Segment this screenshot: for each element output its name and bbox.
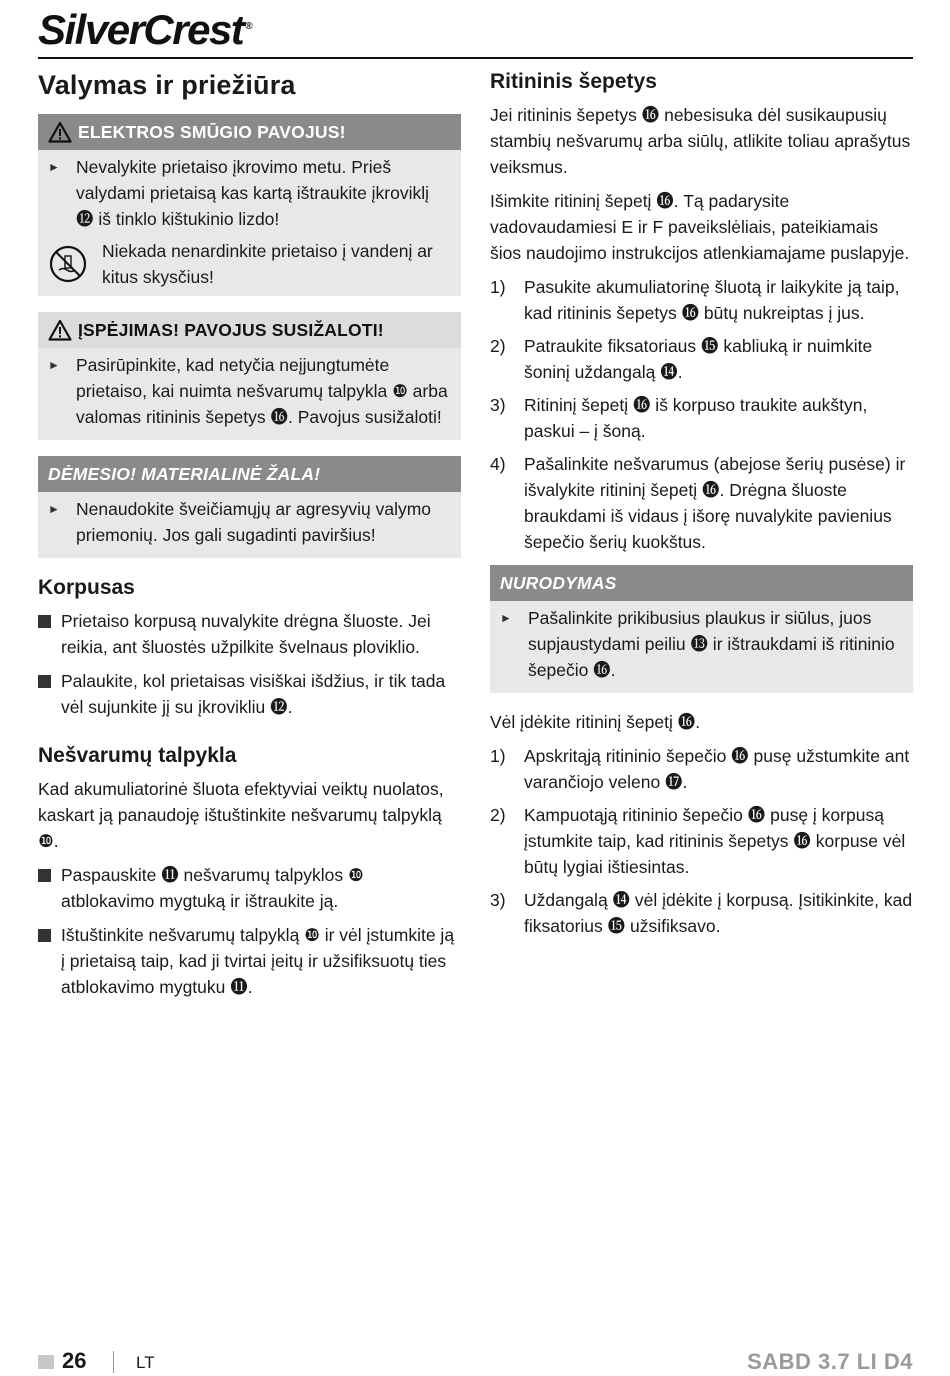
danger-heading-text: ELEKTROS SMŪGIO PAVOJUS! [78,122,346,142]
list-item [48,154,451,232]
step-text: Pašalinkite nešvarumus (abejose šerių pusėse) ir išvalykite ritininį šepetį ⓰. Drėgna šluoste braukdami iš vidaus į išorę nuvalykite pavienius šepečio šerių kuokštus. [524,454,906,552]
caution-box [38,456,461,558]
danger-heading [38,114,461,150]
list-item-text: Pašalinkite prikibusius plaukus ir siūlus, juos supjaustydami peiliu ⓭ ir ištraukdami iš ritininio šepečio ⓰. [528,608,895,680]
roller-brush-remove-text: Išimkite ritininį šepetį ⓰. Tą padarysite vadovaudamiesi E ir F paveikslėliais, pateikiamais šios naudojimo instrukcijos atlenkiamajame puslapyje. [490,191,910,263]
step-item [490,274,913,326]
square-bullet-icon [38,929,51,942]
step-number: 2) [490,336,506,356]
step-item [490,743,913,795]
warning-triangle-icon [48,121,72,143]
step-text: Patraukite fiksatoriaus ⓯ kabliuką ir nuimkite šoninį uždangalą ⓮. [524,336,873,382]
warning-triangle-icon [48,319,72,341]
list-item-text: Nevalykite prietaiso įkrovimo metu. Prieš valydami prietaisą kas kartą ištraukite įkroviklį ⓬ iš tinklo kištukinio lizdo! [76,157,430,229]
step-text: Apskritąją ritininio šepečio ⓰ pusę užstumkite ant varančiojo veleno ⓱. [524,746,910,792]
list-item-text: Nenaudokite šveičiamųjų ar agresyvių valymo priemonių. Jos gali sugadinti paviršius! [76,499,432,545]
list-item-text: Pasirūpinkite, kad netyčia neįjungtumėte prietaiso, kai nuimta nešvarumų talpykla ❿ arba valomas ritininis šepetys ⓰. Pavojus susižaloti! [76,355,448,427]
model-number: SABD 3.7 LI D4 [747,1349,913,1374]
list-item [48,496,451,548]
arrow-bullet-icon: ► [48,358,60,372]
step-number: 4) [490,454,506,474]
dust-container-intro: Kad akumuliatorinė šluota efektyviai veiktų nuolatos, kaskart ją panaudoję ištuštinkite nešvarumų talpyklą ❿. [38,779,444,851]
note-heading: NURODYMAS [490,565,913,601]
square-bullet-icon [38,675,51,688]
square-bullet-icon [38,615,51,628]
list-item [38,668,461,720]
square-bullet-icon [38,869,51,882]
step-text: Ritininį šepetį ⓰ iš korpuso traukite aukštyn, paskui – į šoną. [524,395,868,441]
step-number: 1) [490,277,506,297]
reinsert-text: Vėl įdėkite ritininį šepetį ⓰. [490,712,701,732]
no-immersion-notice [48,238,451,290]
step-number: 3) [490,890,506,910]
list-item [38,608,461,660]
arrow-bullet-icon: ► [500,611,512,625]
list-item-text: Prietaiso korpusą nuvalykite drėgna šluoste. Jei reikia, ant šluostės užpilkite švelnaus ploviklio. [61,611,431,657]
danger-box [38,114,461,296]
roller-brush-intro: Jei ritininis šepetys ⓰ nebesisuka dėl susikaupusių stambių nešvarumų arba siūlų, atlikite toliau aprašytus veiksmus. [490,105,911,177]
list-item-text: Palaukite, kol prietaisas visiškai išdžius, ir tik tada vėl sujunkite jį su įkrovikliu ⓬. [61,671,446,717]
list-item [48,352,451,430]
step-number: 3) [490,395,506,415]
no-water-immersion-icon [48,244,88,284]
list-item-text: Ištuštinkite nešvarumų talpyklą ❿ ir vėl įstumkite ją į prietaisą taip, kad ji tvirtai įeitų ir užsifiksuotų ties atblokavimo mygtuku ⓫. [61,925,455,997]
step-item [490,333,913,385]
brand-name: SilverCrest [38,6,244,53]
step-item [490,887,913,939]
step-item [490,451,913,555]
arrow-bullet-icon: ► [48,502,60,516]
footer-square-mark [38,1355,54,1369]
step-text: Pasukite akumuliatorinę šluotą ir laikykite ją taip, kad ritininis šepetys ⓰ būtų nukreiptas į jus. [524,277,900,323]
list-item [500,605,903,683]
warning-box [38,312,461,440]
step-text: Kampuotąją ritininio šepečio ⓰ pusę į korpusą įstumkite taip, kad ritininis šepetys ⓰ korpuse vėl būtų lygiai ištiesintas. [524,805,906,877]
page-title: Valymas ir priežiūra [38,70,296,100]
list-item-text: Paspauskite ⓫ nešvarumų talpyklos ❿ atblokavimo mygtuką ir ištraukite ją. [61,865,364,911]
step-number: 2) [490,805,506,825]
header-rule [38,57,913,59]
left-column [38,68,461,1008]
warning-heading [38,312,461,348]
step-item [490,392,913,444]
warning-heading-text: ĮSPĖJIMAS! PAVOJUS SUSIŽALOTI! [78,320,384,340]
brand-logo [38,4,253,53]
housing-title: Korpusas [38,576,135,599]
roller-brush-title: Ritininis šepetys [490,70,657,93]
list-item [38,922,461,1000]
step-number: 1) [490,746,506,766]
right-column [490,68,913,946]
footer-divider [113,1351,114,1373]
list-item [38,862,461,914]
note-box [490,565,913,693]
dust-container-title: Nešvarumų talpykla [38,744,237,767]
caution-heading: DĖMESIO! MATERIALINĖ ŽALA! [38,456,461,492]
language-code: LT [136,1353,155,1372]
arrow-bullet-icon: ► [48,160,60,174]
step-text: Uždangalą ⓮ vėl įdėkite į korpusą. Įsitikinkite, kad fiksatorius ⓯ užsifiksavo. [524,890,913,936]
registered-mark: ® [245,21,253,32]
step-item [490,802,913,880]
page-number: 26 [62,1348,87,1373]
no-immersion-text: Niekada nenardinkite prietaiso į vandenį ar kitus skysčius! [102,241,433,287]
